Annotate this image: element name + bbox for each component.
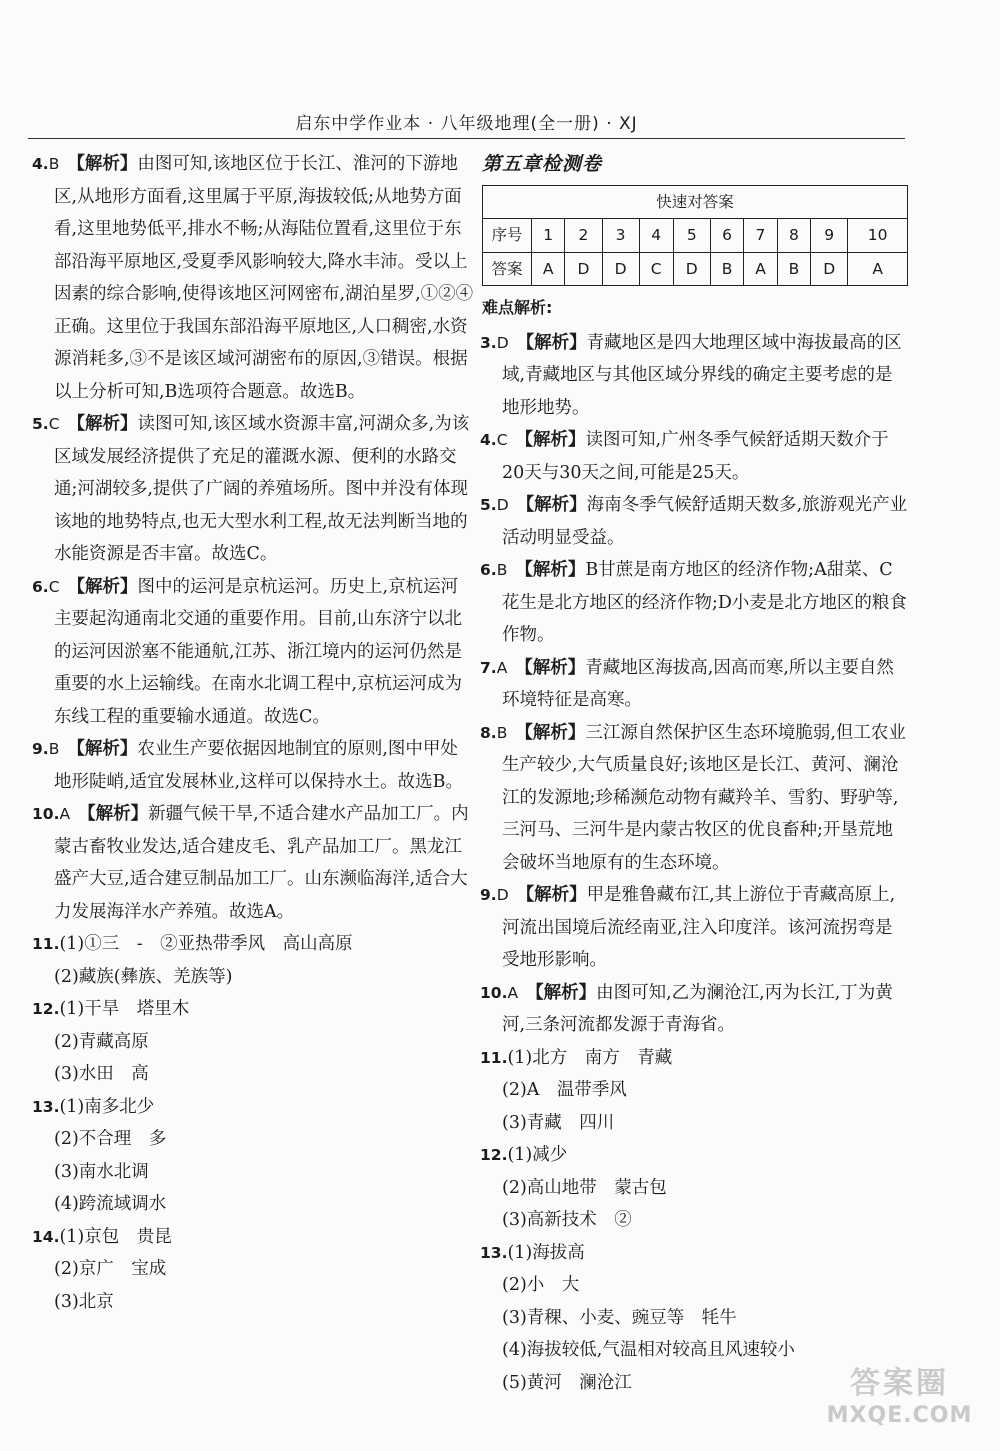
answer-item-3: 3.D 【解析】青藏地区是四大地理区域中海拔最高的区域,青藏地区与其他区域分界线的确定主要考虑的是地形地势。 (480, 332, 902, 418)
answer-line: (2)小 大 (502, 1275, 580, 1295)
watermark-logo-text: 答案圈 (850, 1366, 949, 1401)
answer-line: (3)高新技术 ② (502, 1210, 632, 1230)
answer-item-11: 11.(1)北方 南方 青藏 (480, 1047, 673, 1068)
answer-table-answer-row (483, 252, 908, 286)
answer-table-number-row (483, 219, 908, 253)
answer-line: (3)水田 高 (54, 1064, 149, 1084)
watermark-url: MXQE.COM (826, 1403, 973, 1428)
answer-item-9: 9.D 【解析】甲是雅鲁藏布江,其上游位于青藏高原上,河流出国境后流经南亚,注入印度洋。该河流拐弯是受地形影响。 (480, 885, 896, 970)
table-cell: 8 (777, 219, 810, 253)
table-cell: A (744, 252, 777, 286)
table-cell: 5 (673, 219, 710, 253)
table-cell: C (639, 252, 673, 286)
answer-line: (5)黄河 澜沧江 (502, 1372, 632, 1393)
section-title: 第五章检测卷 (482, 153, 603, 175)
answer-item-11: 11.(1)①三 - ②亚热带季风 高山高原 (32, 934, 353, 954)
table-cell: 9 (811, 219, 848, 253)
answer-line: (2)京广 宝成 (54, 1259, 167, 1279)
header-title: 启东中学作业本 · 八年级地理(全一册) · XJ (295, 114, 638, 134)
table-cell: 2 (565, 219, 602, 253)
answer-item-4: 4.B 【解析】由图可知,该地区位于长江、淮河的下游地区,从地形方面看,这里属于平原,海拔较低;从地势方面看,这里地势低平,排水不畅;从海陆位置看,这里位于东部沿海平原地区,受夏季风影响较大,降水丰沛。受以上因素的综合影响,使得该地区河网密布,湖泊星罗,①②④正确。这里位于我国东部沿海平原地区,人口稠密,水资源消耗多,③不是该区域河湖密布的原因,③错误。根据以上分析可知,B选项符合题意。故选B。 (32, 154, 474, 402)
table-cell: A (532, 252, 565, 286)
answer-table-caption: 快速对答案 (483, 185, 908, 219)
answer-item-6: 6.B 【解析】B甘蔗是南方地区的经济作物;A甜菜、C花生是北方地区的经济作物;D小麦是北方地区的粮食作物。 (480, 560, 907, 645)
answer-item-8: 8.B 【解析】三江源自然保护区生态环境脆弱,但工农业生产较少,大气质量良好;该地区是长江、黄河、澜沧江的发源地;珍稀濒危动物有藏羚羊、雪豹、野驴等,三河马、三河牛是内蒙古牧区的优良畜种;开垦荒地会破坏当地原有的生态环境。 (480, 722, 906, 873)
table-cell: D (673, 252, 710, 286)
answer-item-13: 13.(1)海拔高 (480, 1242, 585, 1263)
table-cell: D (811, 252, 848, 286)
answer-line: (2)青藏高原 (54, 1031, 149, 1052)
answer-line: (4)海拔较低,气温相对较高且风速较小 (502, 1340, 795, 1360)
answer-line: (2)高山地带 蒙古包 (502, 1177, 667, 1198)
right-column (480, 148, 910, 1399)
answer-item-13: 13.(1)南多北少 (32, 1096, 155, 1117)
answer-line: (3)青稞、小麦、豌豆等 牦牛 (502, 1307, 737, 1328)
answer-item-10: 10.A 【解析】新疆气候干旱,不适合建水产品加工厂。内蒙古畜牧业发达,适合建皮毛、乳产品加工厂。黑龙江盛产大豆,适合建豆制品加工厂。山东濒临海洋,适合大力发展海洋水产养殖。故选A。 (32, 804, 469, 922)
left-column (32, 148, 474, 1318)
answer-line: (3)南水北调 (54, 1161, 149, 1182)
answer-line: (3)北京 (54, 1291, 114, 1312)
answer-item-9: 9.B 【解析】农业生产要依据因地制宜的原则,图中甲处地形陡峭,适宜发展林业,这样可以保持水土。故选B。 (32, 739, 463, 792)
answer-item-5: 5.C 【解析】读图可知,该区域水资源丰富,河湖众多,为该区域发展经济提供了充足的灌溉水源、便利的水路交通;河湖较多,提供了广阔的养殖场所。图中并没有体现该地的地势特点,也无大型水利工程,故无法判断当地的水能资源是否丰富。故选C。 (32, 414, 470, 564)
answer-item-6: 6.C 【解析】图中的运河是京杭运河。历史上,京杭运河主要起沟通南北交通的重要作用。目前,山东济宁以北的运河因淤塞不能通航,江苏、浙江境内的运河仍然是重要的水上运输线。在南水北调工程中,京杭运河成为东线工程的重要输水通道。故选C。 (32, 576, 463, 727)
answer-line: (3)青藏 四川 (502, 1112, 615, 1133)
answer-table-caption-row (483, 185, 908, 219)
answer-item-7: 7.A 【解析】青藏地区海拔高,因高而寒,所以主要自然环境特征是高寒。 (480, 657, 894, 710)
table-cell: A (848, 252, 908, 286)
table-cell: 1 (532, 219, 565, 253)
page-header (28, 112, 905, 139)
table-cell: B (777, 252, 810, 286)
answer-item-5: 5.D 【解析】海南冬季气候舒适期天数多,旅游观光产业活动明显受益。 (480, 495, 908, 548)
answer-line: (2)不合理 多 (54, 1129, 167, 1149)
table-cell: 6 (710, 219, 743, 253)
answer-item-12: 12.(1)减少 (480, 1145, 568, 1165)
table-cell: 4 (639, 219, 673, 253)
answer-item-12: 12.(1)干旱 塔里木 (32, 999, 190, 1019)
answer-table-row-label: 答案 (483, 252, 532, 286)
analysis-title: 难点解析: (482, 298, 553, 317)
answer-line: (4)跨流域调水 (54, 1194, 167, 1214)
answer-item-10: 10.A 【解析】由图可知,乙为澜沧江,丙为长江,丁为黄河,三条河流都发源于青海省。 (480, 982, 893, 1035)
answer-item-14: 14.(1)京包 贵昆 (32, 1226, 172, 1247)
table-cell: 7 (744, 219, 777, 253)
table-cell: 3 (602, 219, 639, 253)
answer-item-4: 4.C 【解析】读图可知,广州冬季气候舒适期天数介于20天与30天之间,可能是25天。 (480, 430, 889, 483)
site-watermark (817, 1365, 982, 1437)
answer-line: (2)A 温带季风 (502, 1080, 627, 1100)
table-cell: B (710, 252, 743, 286)
table-cell: 10 (848, 219, 908, 253)
answer-table-row-label: 序号 (483, 219, 532, 253)
table-cell: D (565, 252, 602, 286)
table-cell: D (602, 252, 639, 286)
answer-table (482, 185, 908, 287)
answer-line: (2)藏族(彝族、羌族等) (54, 966, 233, 987)
